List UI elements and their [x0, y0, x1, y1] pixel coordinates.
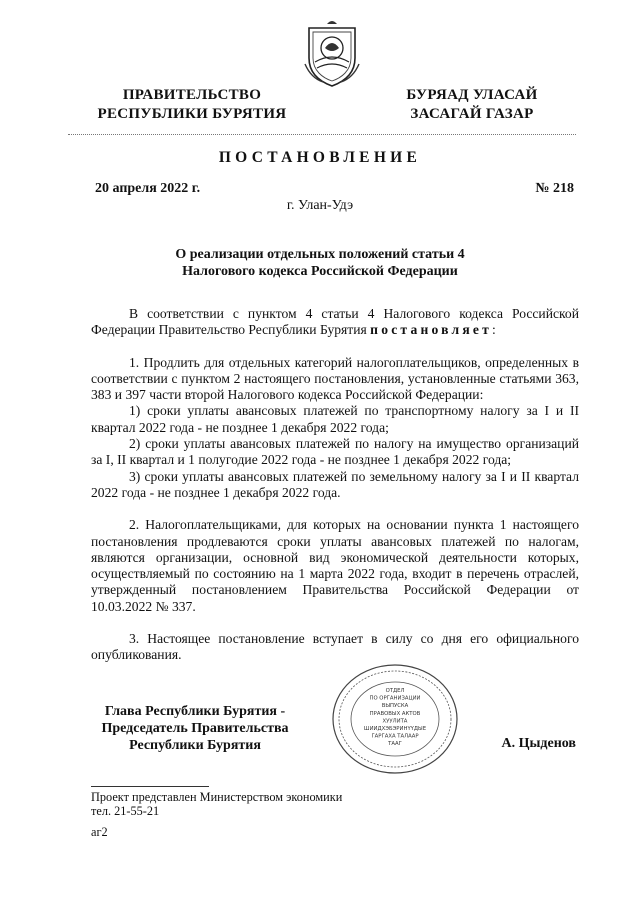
stamp-text-line: ХУУЛИТА — [382, 718, 408, 725]
org-name-russian: ПРАВИТЕЛЬСТВО РЕСПУБЛИКИ БУРЯТИЯ — [97, 87, 287, 122]
resolution-verb: постановляет — [370, 322, 493, 338]
official-stamp — [330, 662, 460, 776]
document-subject: О реализации отдельных положений статьи 4 Налогового кодекса Российской Федерации — [175, 247, 465, 279]
executor-code: аг2 — [91, 825, 108, 839]
org-name-buryat: БУРЯАД УЛАСАЙ ЗАСАГАЙ ГАЗАР — [406, 87, 538, 122]
footnote: Проект представлен Министерством экономики тел. 21-55-21 — [91, 790, 343, 818]
document-date: 20 апреля 2022 г. — [95, 181, 201, 196]
paragraph-1: 1. Продлить для отдельных категорий налогоплательщиков, определенных в соответствии с пунктом 2 настоящего постановления, установленные статьями 363, 383 и 397 части второй Налогового кодекса Российской Федерации: — [91, 354, 579, 403]
paragraph-1-item-2: 2) сроки уплаты авансовых платежей по налогу на имущество организаций за I, II квартал и 1 полугодие 2022 года - не позднее 1 декабря 2022 года; — [91, 436, 579, 468]
document-type: ПОСТАНОВЛЕНИЕ — [218, 149, 422, 166]
document-number: № 218 — [535, 181, 574, 196]
stamp-text-line: ПО ОРГАНИЗАЦИИ — [369, 695, 421, 702]
stamp-text-line: ШИИДХЭБЭРИНҮҮДЫЕ — [363, 726, 427, 732]
document-city: г. Улан-Удэ — [286, 198, 354, 213]
footnote-divider — [91, 786, 209, 787]
intro-paragraph: В соответствии с пунктом 4 статьи 4 Налогового кодекса Российской Федерации Правительство Республики Бурятия постановляет: — [91, 306, 579, 338]
signatory-name: А. Цыденов — [501, 736, 576, 751]
paragraph-1-item-1: 1) сроки уплаты авансовых платежей по транспортному налогу за I и II квартал 2022 года - не позднее 1 декабря 2022 года; — [91, 403, 579, 435]
header-divider — [68, 134, 576, 135]
coat-of-arms-emblem — [303, 18, 361, 88]
stamp-text-line: ПРАВОВЫХ АКТОВ — [369, 710, 421, 717]
stamp-text-line: ВЫПУСКА — [381, 703, 409, 710]
paragraph-2: 2. Налогоплательщиками, для которых на основании пункта 1 настоящего постановления продлеваются сроки уплаты авансовых платежей по налогам, являются организации, основной вид экономической деятельности которых, осуществляемый по состоянию на 1 марта 2022 года, входит в перечень отраслей, утвержденный постановлением Правительства Российской Федерации от 10.03.2022 № 337. — [91, 517, 579, 614]
paragraph-3: 3. Настоящее постановление вступает в силу со дня его официального опубликования. — [91, 631, 579, 663]
paragraph-1-item-3: 3) сроки уплаты авансовых платежей по земельному налогу за I и II квартал 2022 года - не позднее 1 декабря 2022 года. — [91, 468, 579, 500]
stamp-text-line: ГАРГАХА ТАЛААР — [371, 733, 419, 740]
stamp-text-line: ОТДЕЛ — [385, 688, 405, 694]
signatory-title: Глава Республики Бурятия - Председатель Правительства Республики Бурятия — [101, 704, 289, 753]
stamp-text-line: ТААГ — [388, 741, 402, 748]
document-body — [91, 306, 579, 664]
